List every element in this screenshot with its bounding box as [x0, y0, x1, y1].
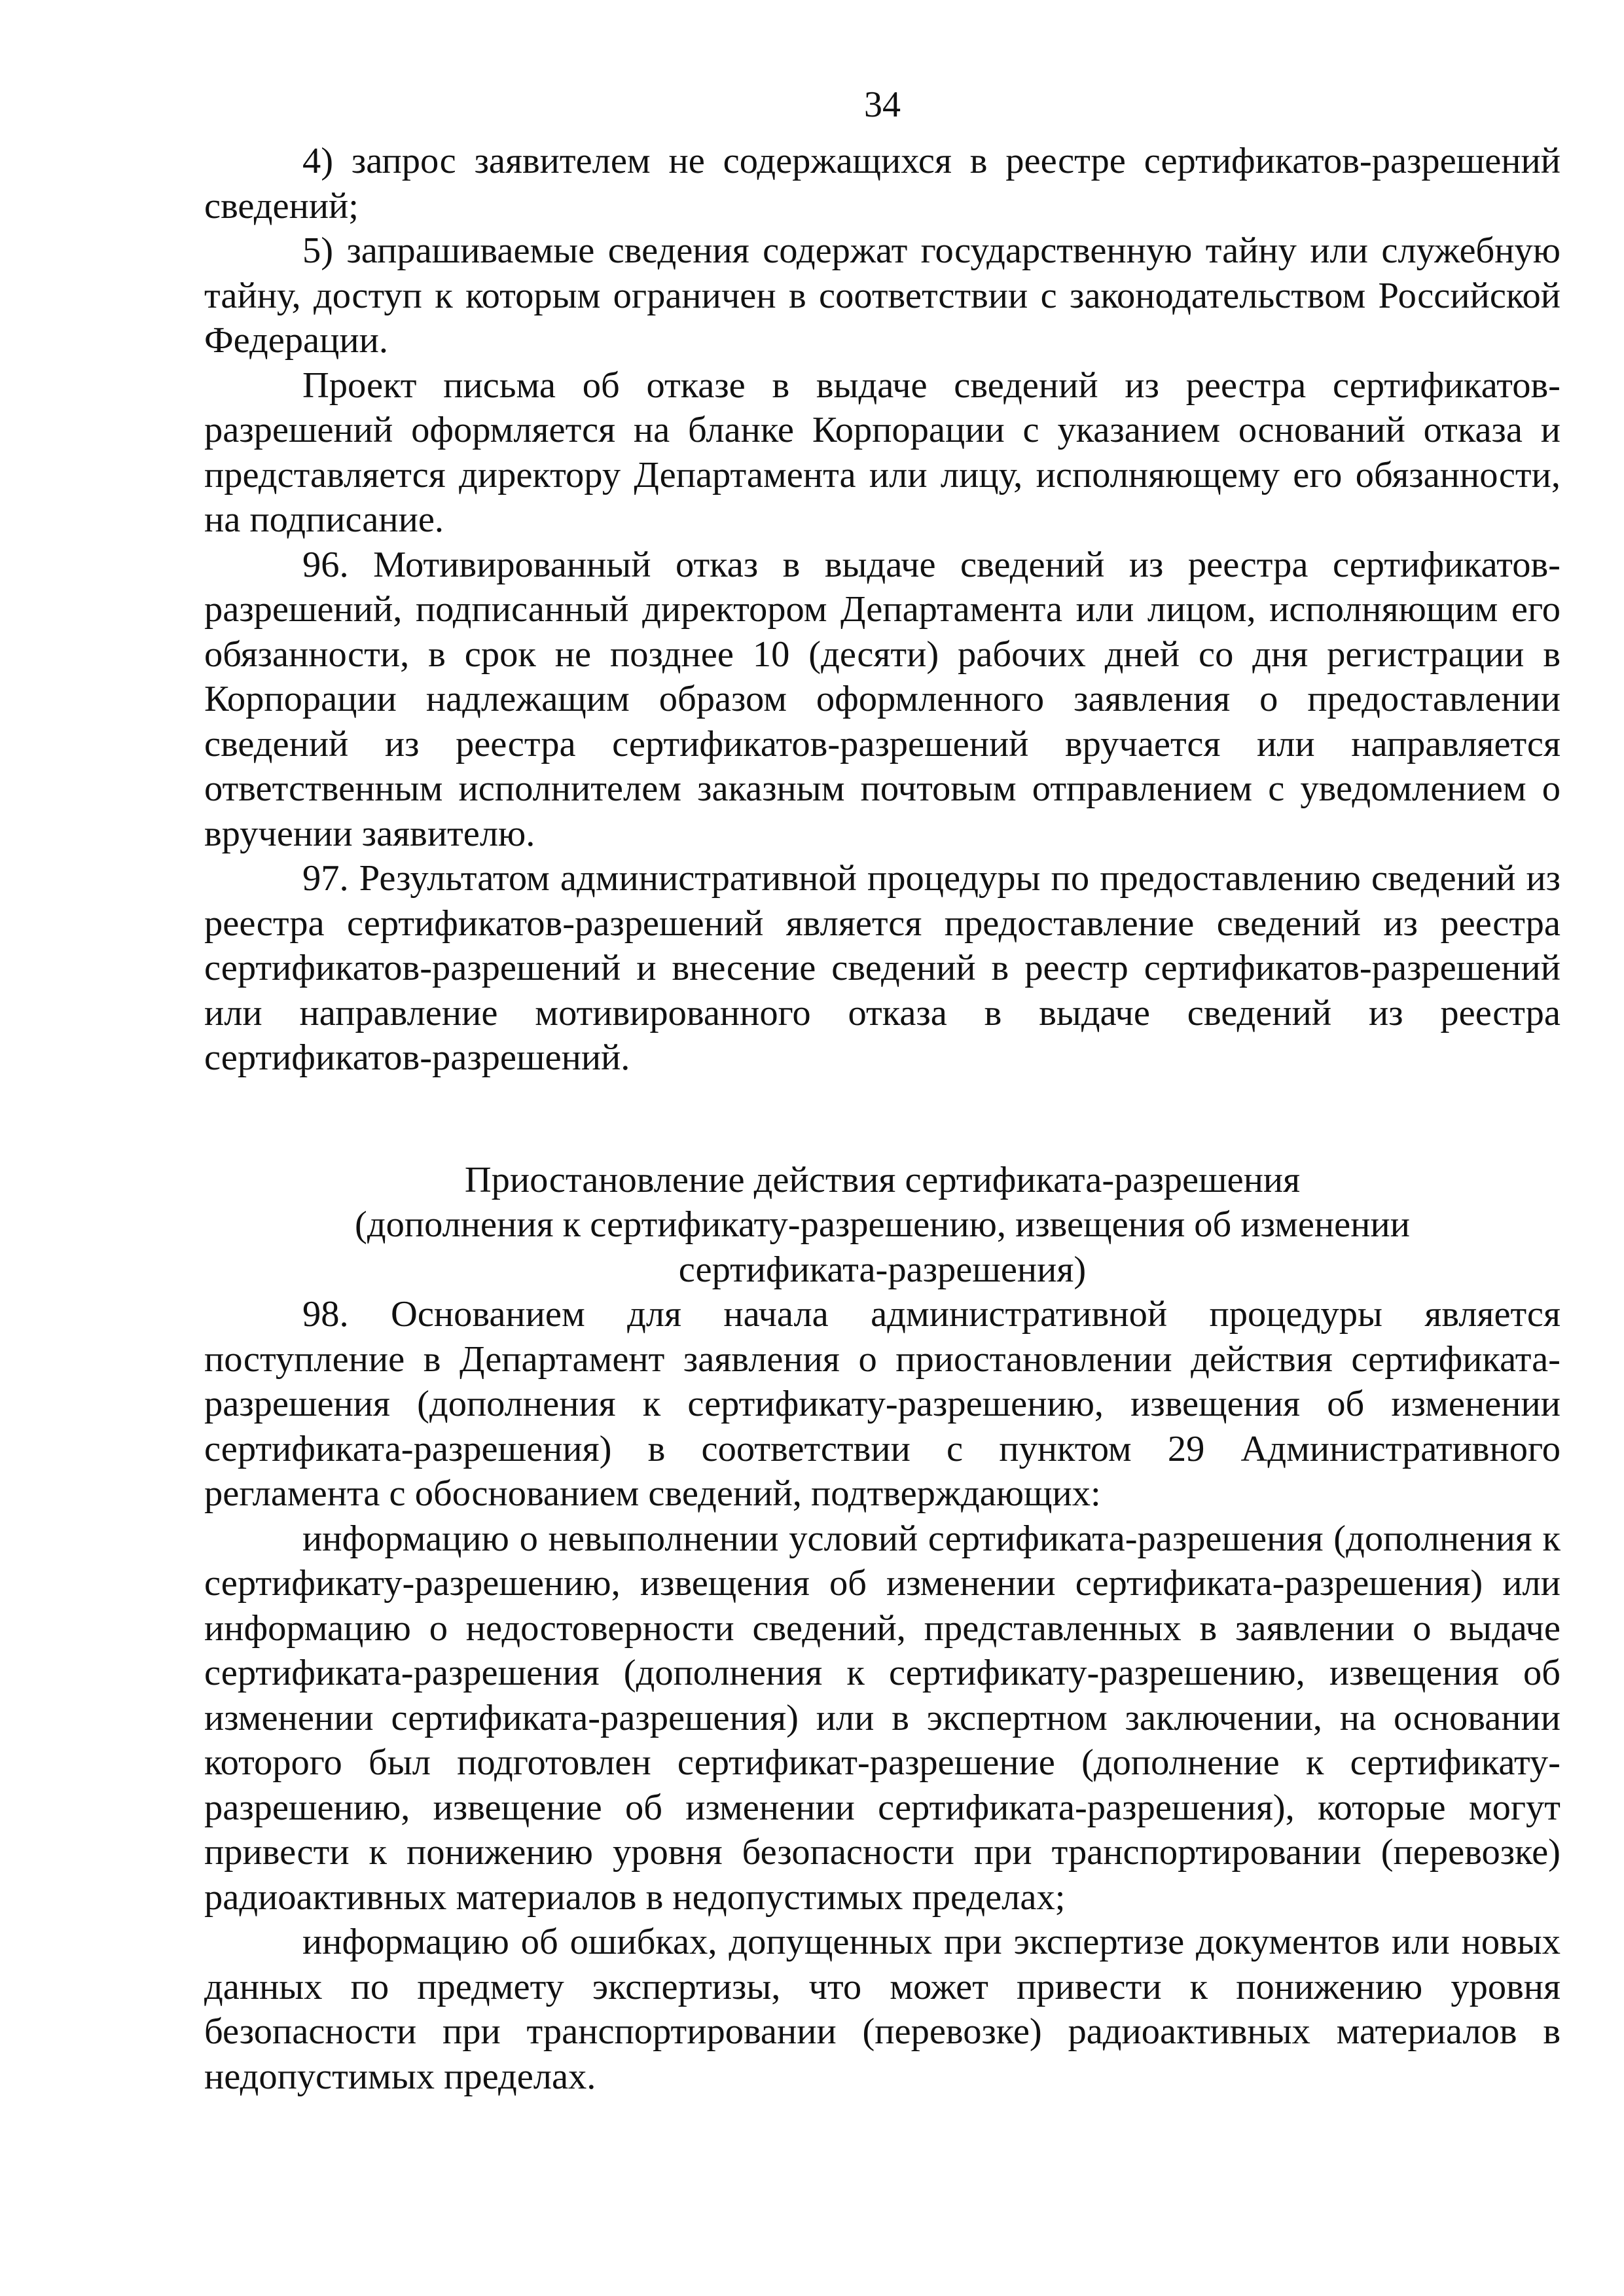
document-page: [204, 85, 1561, 2099]
paragraph-98: 98. Основанием для начала административной процедуры является поступление в Департамент заявления о приостановлении действия сертификата-разрешения (дополнения к сертификату-разрешению, извещения об изменении сертификата-разрешения) в соответствии с пунктом 29 Административного регламента с обоснованием сведений, подтверждающих:: [204, 1294, 1561, 1514]
section-heading-line: (дополнения к сертификату-разрешению, извещения об изменении: [355, 1204, 1410, 1245]
paragraph-item-5: 5) запрашиваемые сведения содержат государственную тайну или служебную тайну, доступ к которым ограничен в соответствии с законодательством Российской Федерации.: [204, 230, 1561, 361]
section-heading-line: Приостановление действия сертификата-разрешения: [464, 1159, 1301, 1200]
page-number: 34: [864, 84, 901, 125]
section-heading-line: сертификата-разрешения): [678, 1249, 1087, 1290]
section-heading: [204, 1158, 1561, 1293]
paragraph-96: 96. Мотивированный отказ в выдаче сведений из реестра сертификатов-разрешений, подписанный директором Департамента или лицом, исполняющим его обязанности, в срок не позднее 10 (десяти) рабочих дней со дня регистрации в Корпорации надлежащим образом оформленного заявления о предоставлении сведений из реестра сертификатов-разрешений вручается или направляется ответственным исполнителем заказным почтовым отправлением с уведомлением о вручении заявителю.: [204, 544, 1561, 854]
paragraph-97: 97. Результатом административной процедуры по предоставлению сведений из реестра сертификатов-разрешений является предоставление сведений из реестра сертификатов-разрешений и внесение сведений в реестр сертификатов-разрешений или направление мотивированного отказа в выдаче сведений из реестра сертификатов-разрешений.: [204, 858, 1561, 1078]
paragraph-info-noncompliance: информацию о невыполнении условий сертификата-разрешения (дополнения к сертификату-разрешению, извещения об изменении сертификата-разрешения) или информацию о недостоверности сведений, представленных в заявлении о выдаче сертификата-разрешения (дополнения к сертификату-разрешению, извещения об изменении сертификата-разрешения) или в экспертном заключении, на основании которого был подготовлен сертификат-разрешение (дополнение к сертификату-разрешению, извещение об изменении сертификата-разрешения), которые могут привести к понижению уровня безопасности при транспортировании (перевозке) радиоактивных материалов в недопустимых пределах;: [204, 1518, 1561, 1918]
paragraph-info-errors: информацию об ошибках, допущенных при экспертизе документов или новых данных по предмету экспертизы, что может привести к понижению уровня безопасности при транспортировании (перевозке) радиоактивных материалов в недопустимых пределах.: [204, 1922, 1561, 2097]
paragraph-refusal-letter-draft: Проект письма об отказе в выдаче сведений из реестра сертификатов-разрешений оформляется на бланке Корпорации с указанием оснований отказа и представляется директору Департамента или лицу, исполняющему его обязанности, на подписание.: [204, 365, 1561, 540]
paragraph-item-4: 4) запрос заявителем не содержащихся в реестре сертификатов-разрешений сведений;: [204, 141, 1561, 226]
